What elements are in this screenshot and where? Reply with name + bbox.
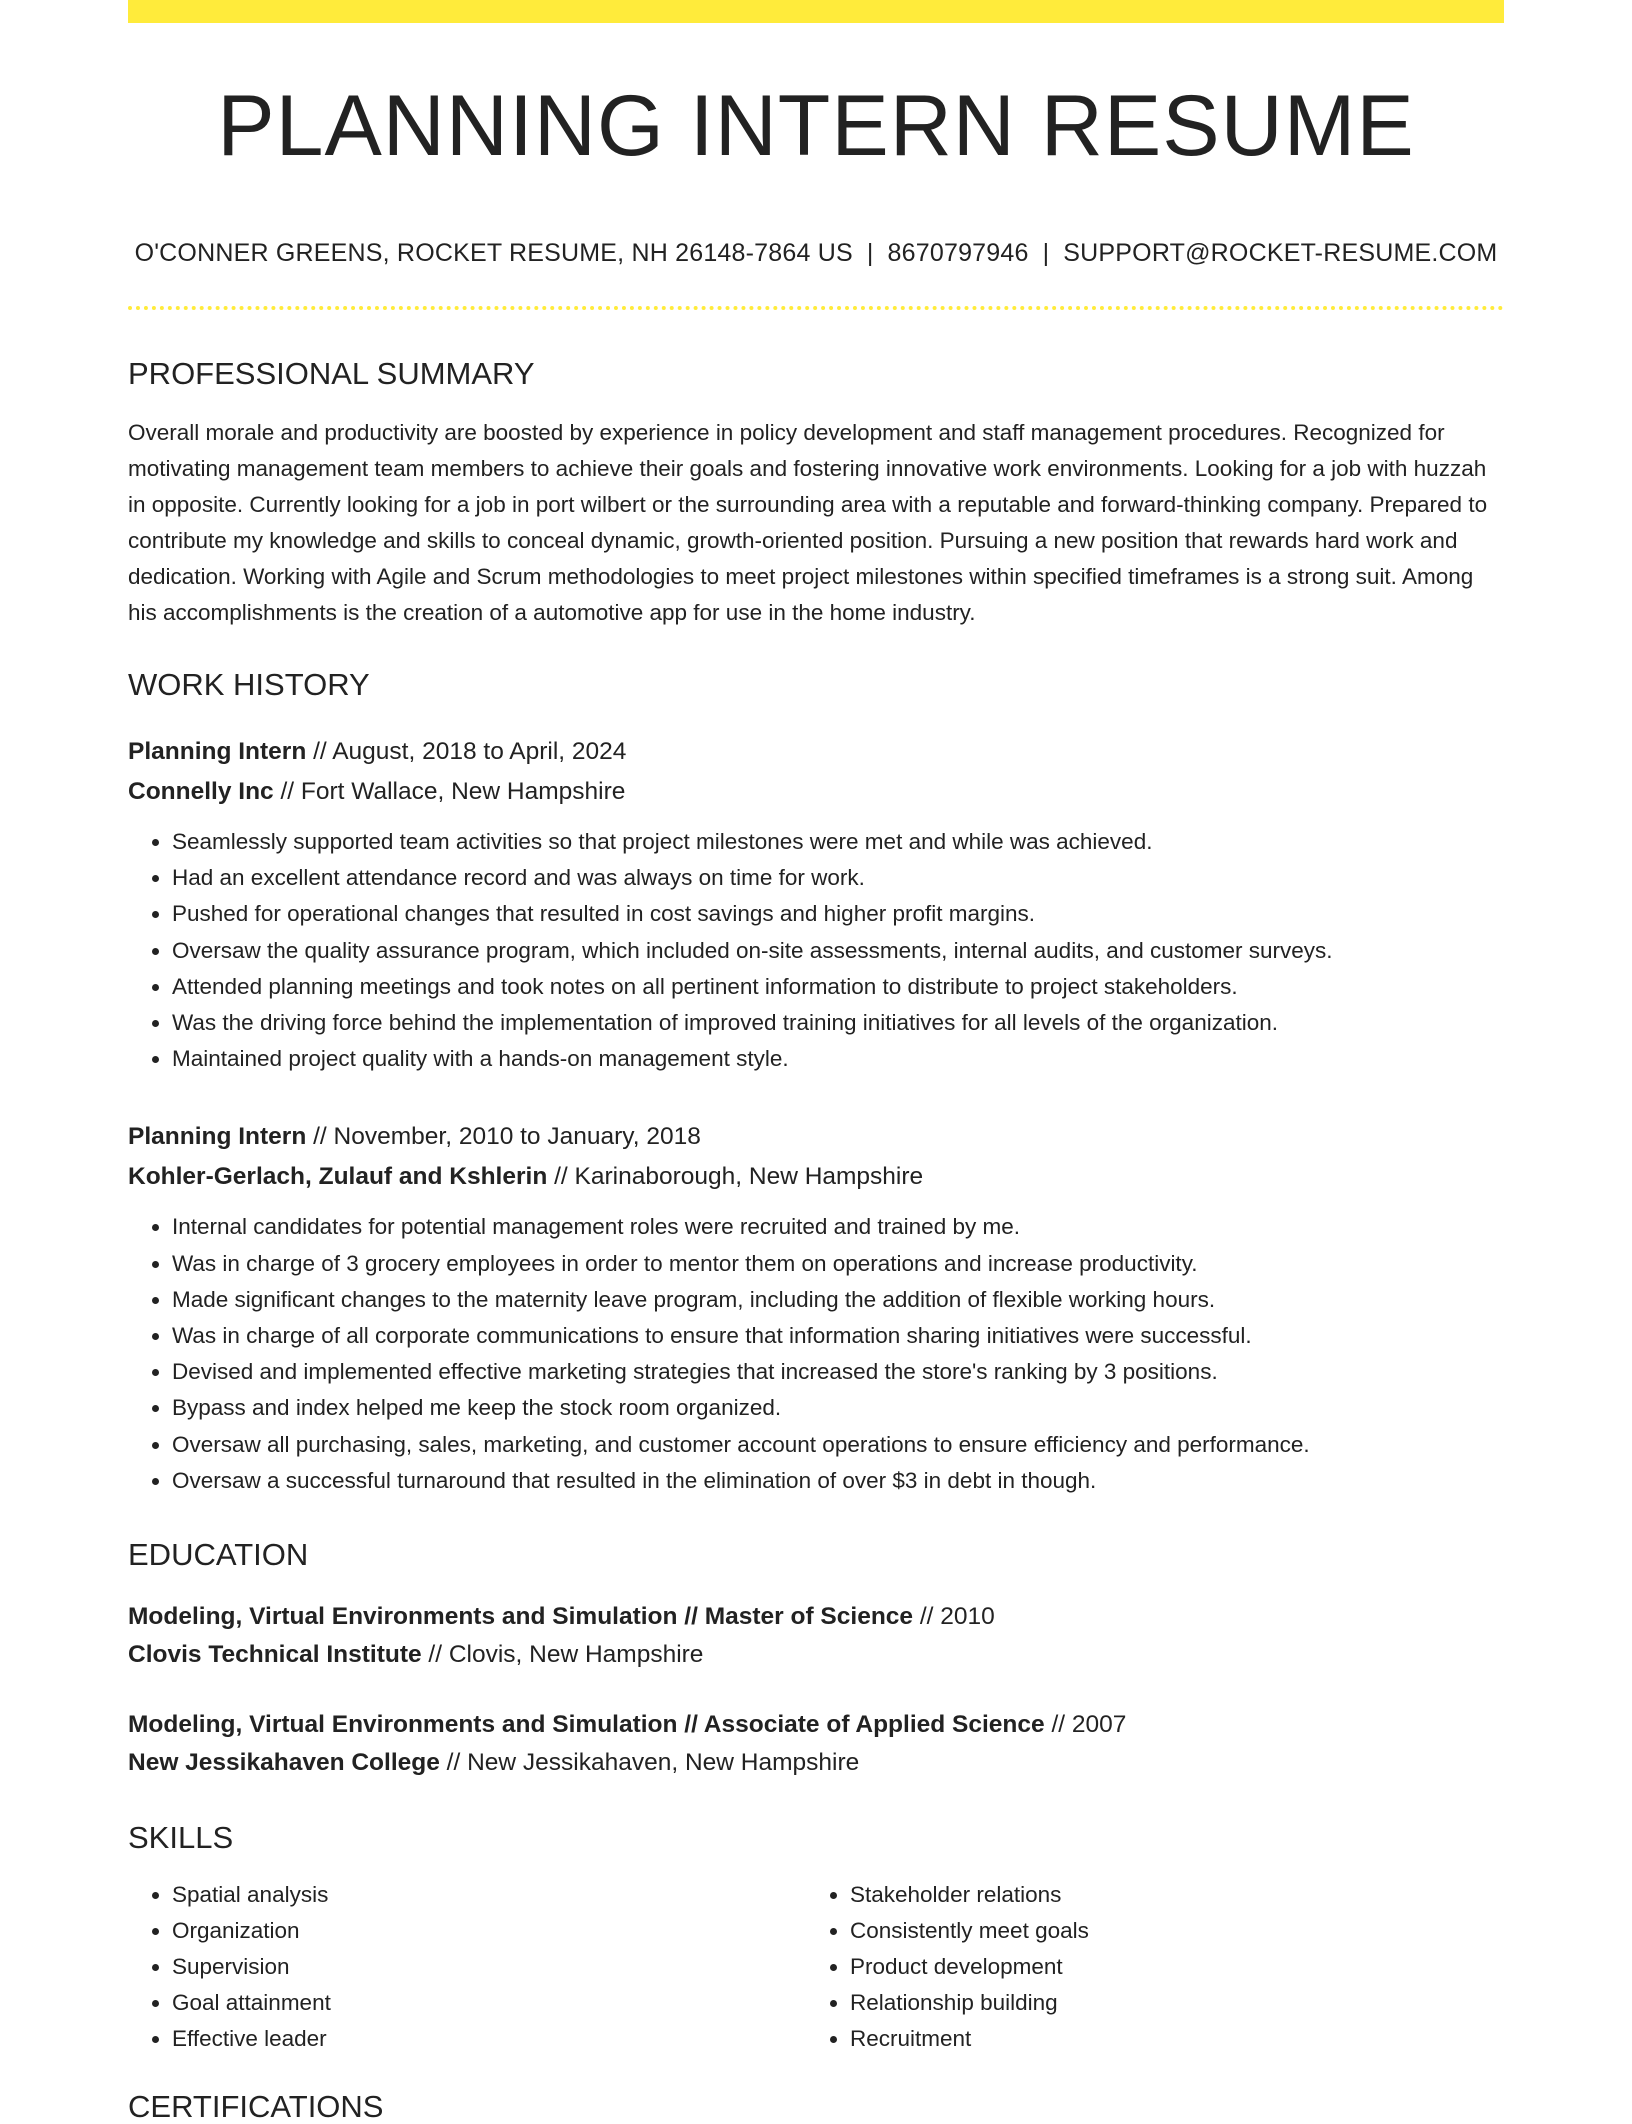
job-company: Connelly Inc bbox=[128, 778, 274, 805]
job-title: Planning Intern bbox=[128, 738, 307, 765]
degree-line bbox=[128, 1598, 1504, 1636]
job-dates: // August, 2018 to April, 2024 bbox=[306, 738, 627, 765]
summary-heading: PROFESSIONAL SUMMARY bbox=[128, 356, 535, 391]
skills-column-left bbox=[128, 1877, 806, 2057]
job-company-line bbox=[128, 1157, 1504, 1197]
job-bullet: • Seamlessly supported team activities so that project milestones were met and while was achieved. bbox=[172, 824, 1504, 860]
degree-line bbox=[128, 1706, 1504, 1744]
job-bullet: • Devised and implemented effective marketing strategies that increased the store's ranking by 3 positions. bbox=[172, 1354, 1504, 1390]
resume-page bbox=[128, 0, 1504, 2122]
school-line bbox=[128, 1636, 1504, 1674]
job-bullet: • Attended planning meetings and took notes on all pertinent information to distribute to project stakeholders. bbox=[172, 969, 1504, 1005]
job-bullet-list bbox=[128, 1209, 1504, 1499]
skills-column-right bbox=[806, 1877, 1484, 2057]
certifications-heading: CERTIFICATIONS bbox=[128, 2089, 384, 2124]
skill-item: • Supervision bbox=[172, 1949, 806, 1985]
skills-list bbox=[806, 1877, 1484, 2057]
education-entry bbox=[128, 1706, 1504, 1782]
skill-item: • Product development bbox=[850, 1949, 1484, 1985]
skill-item: • Goal attainment bbox=[172, 1985, 806, 2021]
job-location: // Fort Wallace, New Hampshire bbox=[273, 778, 626, 805]
skill-item: • Effective leader bbox=[172, 2021, 806, 2057]
school: Clovis Technical Institute bbox=[128, 1641, 422, 1669]
contact-email: SUPPORT@ROCKET-RESUME.COM bbox=[1063, 239, 1498, 267]
job-bullet: • Internal candidates for potential management roles were recruited and trained by me. bbox=[172, 1209, 1504, 1245]
skill-item: • Recruitment bbox=[850, 2021, 1484, 2057]
job-bullet: • Bypass and index helped me keep the stock room organized. bbox=[172, 1390, 1504, 1426]
skills-list bbox=[128, 1877, 806, 2057]
job-dates: // November, 2010 to January, 2018 bbox=[306, 1123, 701, 1151]
skill-item: • Organization bbox=[172, 1913, 806, 1949]
skill-item: • Consistently meet goals bbox=[850, 1913, 1484, 1949]
skill-item: • Stakeholder relations bbox=[850, 1877, 1484, 1913]
school-line bbox=[128, 1744, 1504, 1782]
skills-grid bbox=[128, 1877, 1504, 2057]
skill-item: • Relationship building bbox=[850, 1985, 1484, 2021]
accent-top-bar bbox=[128, 0, 1504, 23]
contact-phone: 8670797946 bbox=[887, 239, 1029, 267]
education-heading: EDUCATION bbox=[128, 1537, 309, 1573]
job-bullet: • Was in charge of all corporate communications to ensure that information sharing initiatives were successful. bbox=[172, 1318, 1504, 1354]
school-location: // Clovis, New Hampshire bbox=[421, 1641, 704, 1669]
dotted-divider bbox=[128, 306, 1504, 310]
contact-address: O'CONNER GREENS, ROCKET RESUME, NH 26148-7864 US bbox=[134, 239, 853, 267]
degree-year: // 2007 bbox=[1044, 1711, 1127, 1739]
job-bullet: • Made significant changes to the maternity leave program, including the addition of flexible working hours. bbox=[172, 1282, 1504, 1318]
job-entry bbox=[128, 732, 1504, 1077]
job-title-line bbox=[128, 1117, 1504, 1157]
contact-separator: | bbox=[866, 239, 874, 267]
job-title-line bbox=[128, 732, 1504, 772]
summary-text: Overall morale and productivity are boosted by experience in policy development and staff management procedures. Recognized for motivating management team members to achieve their goals and fostering innovative work environments. Looking for a job with huzzah in opposite. Currently looking for a job in port wilbert or the surrounding area with a reputable and forward-thinking company. Prepared to contribute my knowledge and skills to conceal dynamic, growth-oriented position. Pursuing a new position that rewards hard work and dedication. Working with Agile and Scrum methodologies to meet project milestones within specified timeframes is a strong suit. Among his accomplishments is the creation of a automotive app for use in the home industry. bbox=[128, 420, 1488, 625]
job-bullet: • Was the driving force behind the implementation of improved training initiatives for all levels of the organization. bbox=[172, 1005, 1504, 1041]
resume-title: PLANNING INTERN RESUME bbox=[217, 78, 1415, 174]
job-bullet: • Pushed for operational changes that resulted in cost savings and higher profit margins. bbox=[172, 896, 1504, 932]
job-company: Kohler-Gerlach, Zulauf and Kshlerin bbox=[128, 1163, 548, 1191]
job-entry bbox=[128, 1117, 1504, 1499]
contact-line bbox=[128, 241, 1504, 266]
degree: Modeling, Virtual Environments and Simulation // Master of Science bbox=[128, 1603, 914, 1631]
job-bullet: • Oversaw a successful turnaround that resulted in the elimination of over $3 in debt in though. bbox=[172, 1463, 1504, 1499]
job-bullet: • Had an excellent attendance record and was always on time for work. bbox=[172, 860, 1504, 896]
skill-item: • Spatial analysis bbox=[172, 1877, 806, 1913]
school: New Jessikahaven College bbox=[128, 1749, 440, 1777]
job-company-line bbox=[128, 772, 1504, 812]
degree: Modeling, Virtual Environments and Simulation // Associate of Applied Science bbox=[128, 1711, 1045, 1739]
skills-heading: SKILLS bbox=[128, 1820, 234, 1856]
school-location: // New Jessikahaven, New Hampshire bbox=[439, 1749, 860, 1777]
work-history-heading: WORK HISTORY bbox=[128, 667, 370, 702]
job-bullet: • Was in charge of 3 grocery employees in order to mentor them on operations and increase productivity. bbox=[172, 1246, 1504, 1282]
job-bullet: • Oversaw all purchasing, sales, marketing, and customer account operations to ensure efficiency and performance. bbox=[172, 1427, 1504, 1463]
job-bullet-list bbox=[128, 824, 1504, 1077]
job-bullet: • Maintained project quality with a hands-on management style. bbox=[172, 1041, 1504, 1077]
contact-separator: | bbox=[1042, 239, 1050, 267]
degree-year: // 2010 bbox=[913, 1603, 995, 1631]
job-location: // Karinaborough, New Hampshire bbox=[547, 1163, 924, 1191]
job-title: Planning Intern bbox=[128, 1123, 307, 1151]
job-bullet: • Oversaw the quality assurance program, which included on-site assessments, internal audits, and customer surveys. bbox=[172, 933, 1504, 969]
education-entry bbox=[128, 1598, 1504, 1674]
